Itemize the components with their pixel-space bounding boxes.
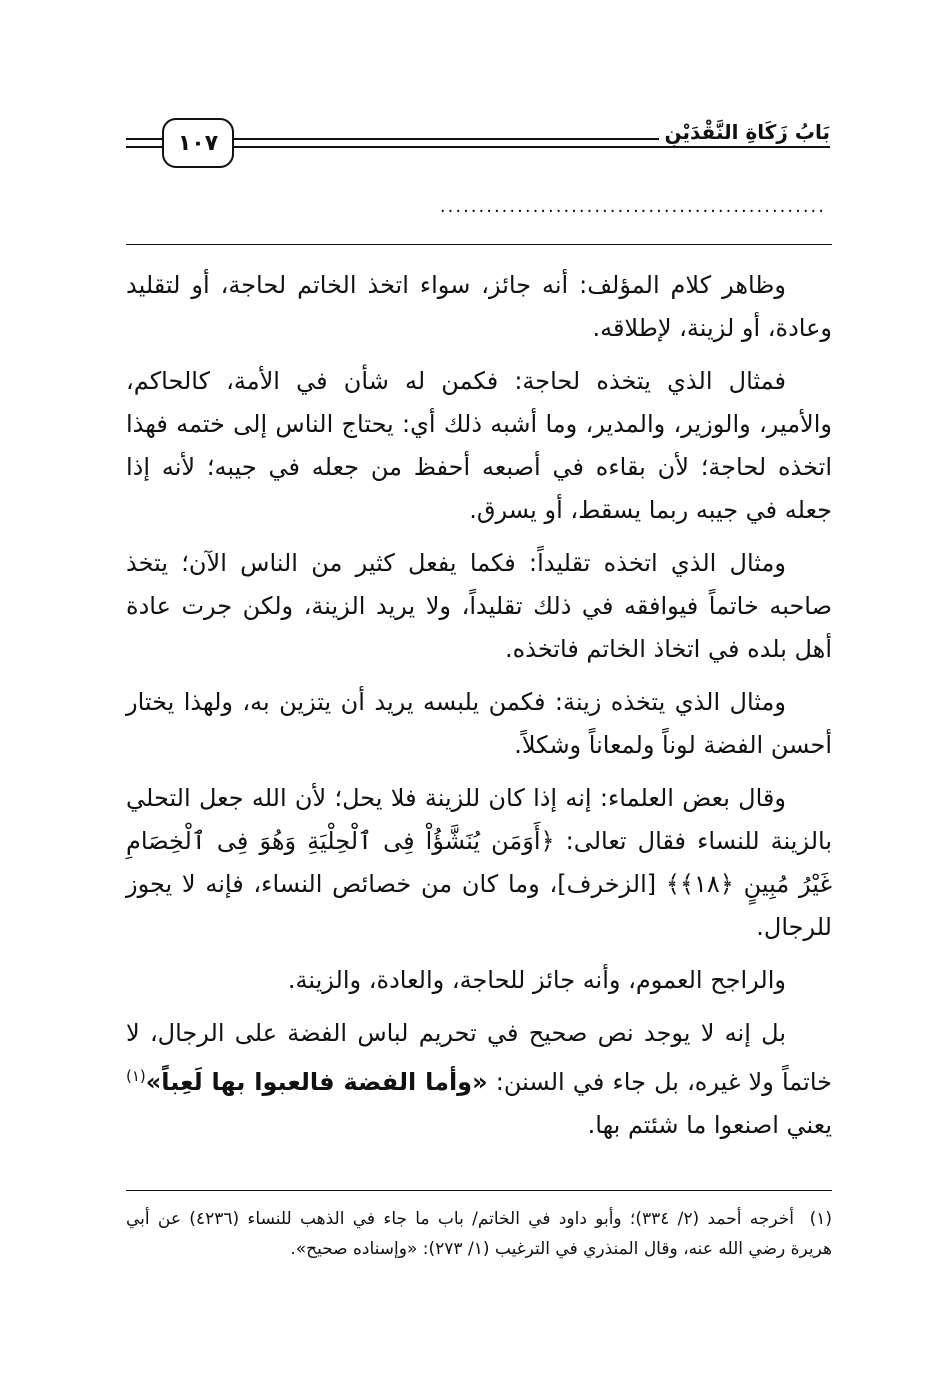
paragraph-7 [126, 1012, 832, 1147]
page-number: ١٠٧ [162, 118, 234, 168]
paragraph-4: ومثال الذي يتخذه زينة: فكمن يلبسه يريد أن يتزين به، ولهذا يختار أحسن الفضة لوناً ولمعاناً وشكلاً. [126, 688, 832, 759]
chapter-title: بَابُ زَكَاةِ النَّقْدَيْنِ [659, 120, 831, 144]
paragraph-7-start: بل إنه لا يوجد نص صحيح في تحريم لباس الفضة على الرجال، لا خاتماً ولا غيره، بل جاء في السنن: [126, 1019, 832, 1096]
header-rule-left-bottom [126, 146, 162, 148]
paragraph-3: ومثال الذي اتخذه تقليداً: فكما يفعل كثير من الناس الآن؛ يتخذ صاحبه خاتماً فيوافقه في ذلك تقليداً، ولا يريد الزينة، ولكن جرت عادة أهل بلده في اتخاذ الخاتم فاتخذه. [126, 549, 832, 663]
separator-dots: .................................................. [439, 196, 826, 217]
paragraph-2: فمثال الذي يتخذه لحاجة: فكمن له شأن في الأمة، كالحاكم، والأمير، والوزير، والمدير، وما أشبه ذلك أي: يحتاج الناس إلى ختمه فهذا اتخذه لحاجة؛ لأن بقاءه في أصبعه أحفظ من جعله في جيبه؛ لأنه إذا جعله في جيبه ربما يسقط، أو يسرق. [126, 367, 832, 524]
paragraph-6: والراجح العموم، وأنه جائز للحاجة، والعادة، والزينة. [287, 966, 786, 994]
body-text [126, 264, 832, 1157]
page-header [126, 118, 830, 170]
footnote-marker: (١) [809, 1209, 832, 1229]
footnote [126, 1204, 832, 1264]
paragraph-1: وظاهر كلام المؤلف: أنه جائز، سواء اتخذ الخاتم لحاجة، أو لتقليد وعادة، أو لزينة، لإطلاقه. [126, 271, 832, 342]
footnote-rule [126, 1190, 832, 1191]
body-top-rule [126, 244, 832, 245]
header-rule-right-bottom [234, 146, 830, 148]
footnote-reference: (١) [126, 1067, 146, 1085]
paragraph-5: وقال بعض العلماء: إنه إذا كان للزينة فلا يحل؛ لأن الله جعل التحلي بالزينة للنساء فقال تعالى: ﴿أَوَمَن يُنَشَّؤُاْ فِى ٱلْحِلْيَةِ وَهُوَ فِى ٱلْخِصَامِ غَيْرُ مُبِينٍ ﴿١٨﴾﴾ [الزخرف]، وما كان من خصائص النساء، فإنه لا يجوز للرجال. [126, 784, 832, 941]
hadith-quote: «وأما الفضة فالعبوا بها لَعِباً» [145, 1068, 488, 1096]
paragraph-7-end: يعني اصنعوا ما شئتم بها. [587, 1111, 832, 1139]
footnote-text: أخرجه أحمد (٢/ ٣٣٤)؛ وأبو داود في الخاتم/ باب ما جاء في الذهب للنساء (٤٢٣٦) عن أبي هريرة رضي الله عنه، وقال المنذري في الترغيب (١/ ٢٧٣): «وإسناده صحيح». [126, 1209, 832, 1259]
header-rule-left-top [126, 138, 162, 140]
